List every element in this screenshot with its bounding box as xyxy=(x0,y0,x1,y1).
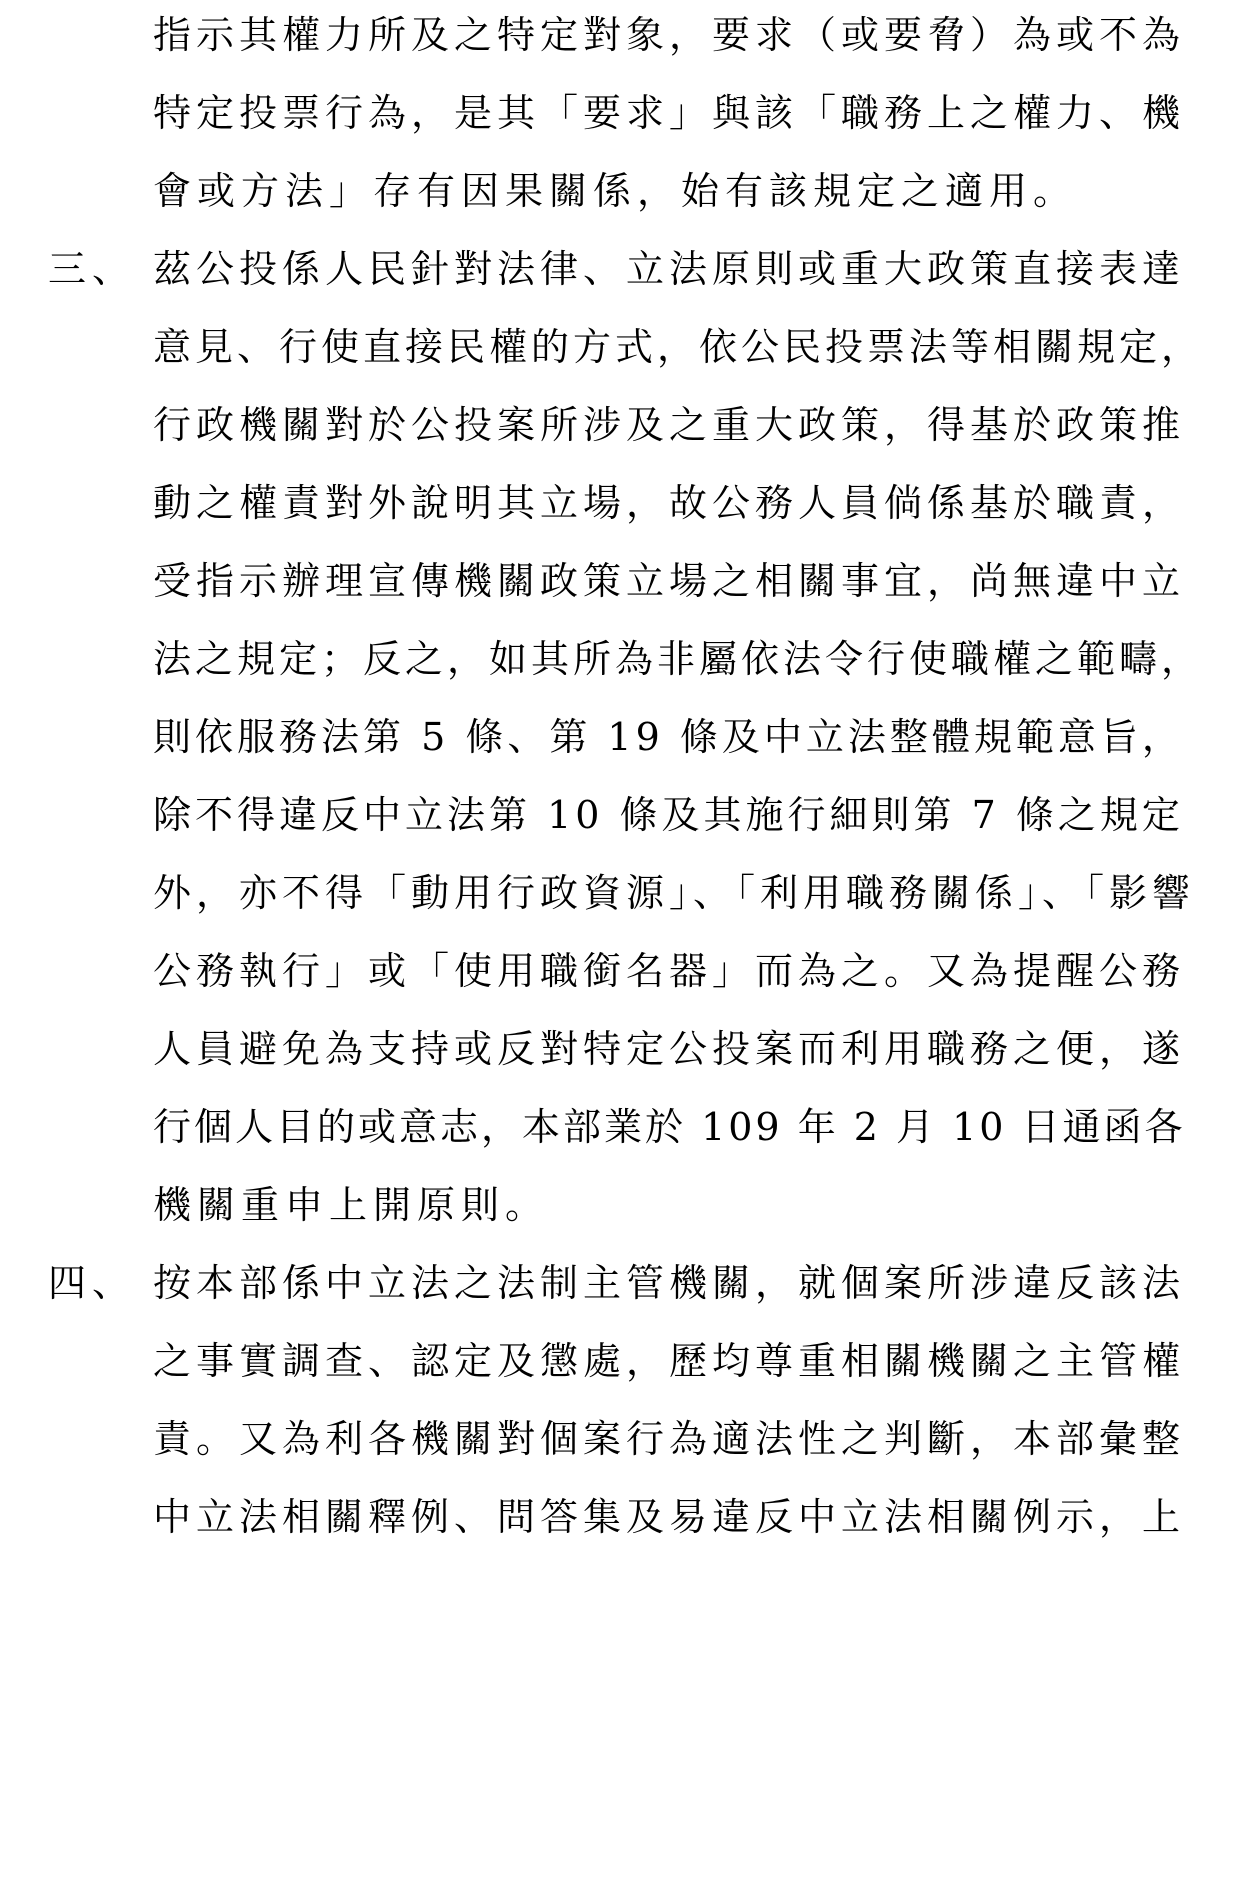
section-3-line-9: 外，亦不得「動用行政資源」、「利用職務關係」、「影響 xyxy=(153,871,1196,915)
section-3-line-5: 受指示辦理宣傳機關政策立場之相關事宜，尚無違中立 xyxy=(153,559,1186,603)
section-3-line-1: 茲公投係人民針對法律、立法原則或重大政策直接表達 xyxy=(153,247,1186,291)
section-3-line-2: 意見、行使直接民權的方式，依公民投票法等相關規定， xyxy=(153,325,1204,369)
section-3-line-8: 除不得違反中立法第 10 條及其施行細則第 7 條之規定 xyxy=(153,793,1184,837)
intro-line-3: 會或方法」存有因果關係，始有該規定之適用。 xyxy=(153,169,1078,213)
intro-line-1: 指示其權力所及之特定對象，要求（或要脅）為或不為 xyxy=(153,13,1186,57)
section-4-line-4: 中立法相關釋例、問答集及易違反中立法相關例示，上 xyxy=(153,1495,1186,1539)
section-3-line-7: 則依服務法第 5 條、第 19 條及中立法整體規範意旨， xyxy=(153,715,1184,759)
section-3-line-12: 行個人目的或意志，本部業於 109 年 2 月 10 日通函各 xyxy=(153,1105,1186,1149)
section-4-line-3: 責。又為利各機關對個案行為適法性之判斷，本部彙整 xyxy=(153,1417,1186,1461)
intro-line-2: 特定投票行為，是其「要求」與該「職務上之權力、機 xyxy=(153,91,1186,135)
section-3-line-10: 公務執行」或「使用職銜名器」而為之。又為提醒公務 xyxy=(153,949,1186,993)
section-3-line-6: 法之規定；反之，如其所為非屬依法令行使職權之範疇， xyxy=(153,637,1204,681)
section-4-line-2: 之事實調查、認定及懲處，歷均尊重相關機關之主管權 xyxy=(153,1339,1186,1383)
section-4-label: 四、 xyxy=(48,1261,137,1305)
section-3-label: 三、 xyxy=(48,247,137,291)
section-4-line-1: 按本部係中立法之法制主管機關，就個案所涉違反該法 xyxy=(153,1261,1186,1305)
section-3-line-4: 動之權責對外說明其立場，故公務人員倘係基於職責， xyxy=(153,481,1186,525)
section-3-line-11: 人員避免為支持或反對特定公投案而利用職務之便，遂 xyxy=(153,1027,1186,1071)
section-3-line-13: 機關重申上開原則。 xyxy=(153,1183,550,1227)
section-3-line-3: 行政機關對於公投案所涉及之重大政策，得基於政策推 xyxy=(153,403,1186,447)
